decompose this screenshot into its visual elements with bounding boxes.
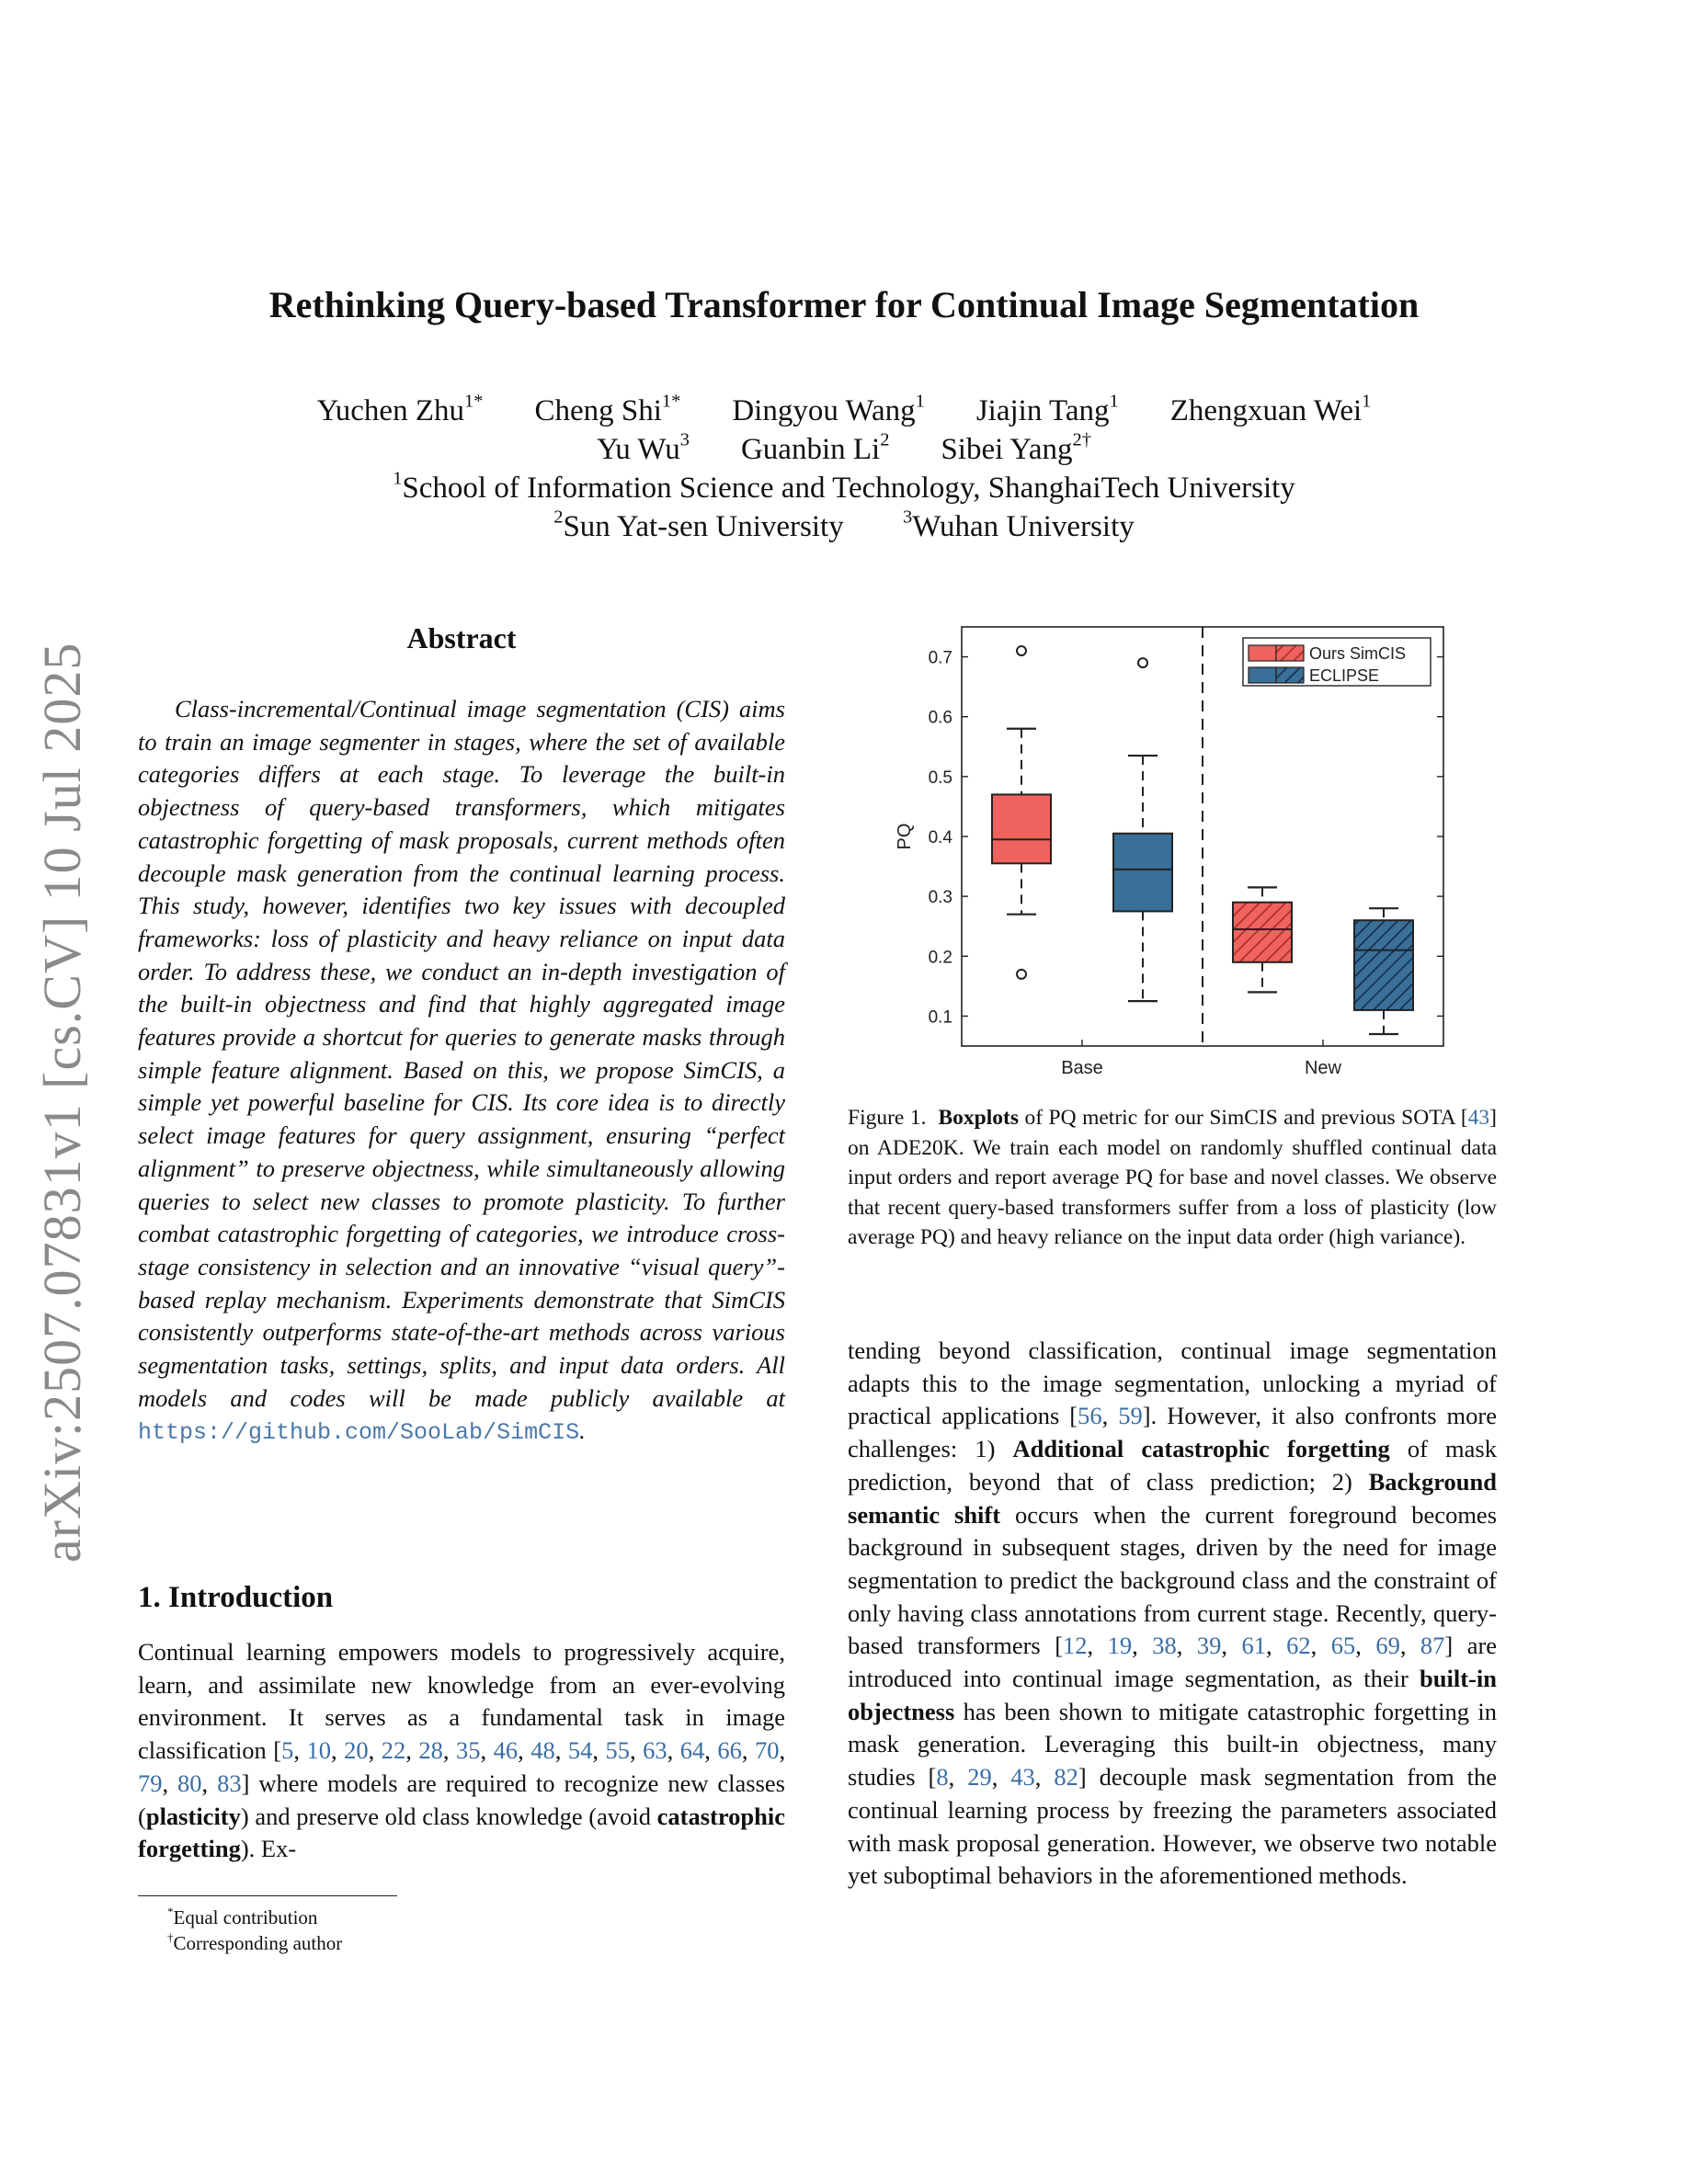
emphasis-catastrophic-forgetting: catastrophic forgetting (138, 1802, 785, 1863)
intro-text: ] where models are required to recognize new classes ( (138, 1769, 785, 1830)
paper-title: Rethinking Query-based Transformer for Continual Image Segmentation (268, 284, 1420, 325)
footnote-equal-contribution: *Equal contribution (167, 1904, 318, 1928)
figure-1-boxplot (883, 616, 1453, 1094)
author-name: Sibei Yang$^{2\dagger}$ (941, 429, 1091, 466)
citation-link[interactable]: 12 (1063, 1632, 1088, 1660)
citation-link[interactable]: 20 (344, 1736, 369, 1765)
author-name: Yu Wu$^3$ (597, 429, 690, 466)
caption-bold: Boxplots (938, 1106, 1019, 1130)
footnote-corresponding-author: †Corresponding author (167, 1929, 343, 1954)
citation-link[interactable]: 82 (1054, 1763, 1078, 1792)
citation-list: 8, 29, 43, 82 (936, 1763, 1078, 1792)
footnote-divider (138, 1895, 397, 1896)
y-tick-label: 0.6 (928, 708, 952, 728)
citation-link[interactable]: 80 (177, 1769, 202, 1797)
intro-text: ). Ex- (240, 1835, 297, 1863)
citation-list: 56, 59 (1078, 1402, 1143, 1430)
citation-link[interactable]: 43 (1010, 1763, 1035, 1792)
box-new-simcis (1233, 903, 1292, 962)
citation-link[interactable]: 66 (717, 1736, 742, 1765)
box-base-eclipse (1113, 834, 1172, 912)
emphasis-additional-forgetting: Additional catastrophic forgetting (1012, 1435, 1390, 1463)
footnotes (167, 1905, 342, 1956)
legend-swatch-hatched (1276, 667, 1304, 683)
author-name: Dingyou Wang$^1$ (732, 391, 925, 427)
citation-link[interactable]: 35 (456, 1736, 481, 1765)
citation-link[interactable]: 59 (1118, 1402, 1143, 1430)
affiliation-text: Wuhan University (912, 510, 1135, 543)
x-tick-label: New (1304, 1058, 1342, 1078)
right-column-paragraph: tending beyond classification, continual image segmentation adapts this to the image segmentation, unlocking a myriad of practical applications [56, 59]. However, it also confronts more challenges: 1) Additional catastrophic forgetting of mask prediction, beyond that of class prediction; 2) Background semantic shift occurs when the current foreground becomes background in subsequent stages, driven by the need for image segmentation to predict the background class and the constraint of only having class annotations from current stage. Recently, query-based transformers [12, 19, 38, 39, 61, 62, 65, 69, 87] are introduced into continual image segmentation, as their built-in objectness has been shown to mitigate catastrophic forgetting in mask generation. Leveraging this built-in objectness, many studies [8, 29, 43, 82] decouple mask segmentation from the continual learning process by freezing the parameters associated with mask proposal generation. However, we observe two notable yet suboptimal behaviors in the aforementioned methods. (848, 1337, 1498, 1890)
citation-link[interactable]: 64 (679, 1736, 705, 1765)
figure-1-caption (848, 1103, 1497, 1253)
caption-text: ] on ADE20K. We train each model on randomly shuffled continual data input orders and report average PQ for base and novel classes. We observe that recent query-based transformers suffer from a loss of plasticity (low average PQ) and heavy reliance on the input data order (high variance). (848, 1106, 1497, 1249)
affiliation-sup: 1 (393, 468, 403, 489)
legend-swatch-solid (1249, 645, 1276, 661)
citation-link[interactable]: 8 (936, 1763, 949, 1792)
legend-label: ECLIPSE (1309, 666, 1380, 685)
affiliation-line1 (0, 469, 1688, 507)
citation-link[interactable]: 54 (567, 1736, 593, 1765)
citation-list: 5, 10, 20, 22, 28, 35, 46, 48, 54, 55, 63, 64, 66, 70, 79, 80, 83 (138, 1736, 786, 1797)
author-name: Zhengxuan Wei$^1$ (1169, 391, 1372, 427)
citation-link[interactable]: 79 (138, 1769, 163, 1797)
arxiv-identifier: arXiv:2507.07831v1 [cs.CV] 10 Jul 2025 (32, 642, 92, 1563)
citation-link[interactable]: 55 (605, 1736, 631, 1765)
intro-paragraph (138, 1636, 785, 1866)
citation-link[interactable]: 70 (755, 1736, 780, 1765)
abstract-heading: Abstract (406, 621, 517, 654)
y-tick-label: 0.3 (928, 888, 952, 908)
citation-link[interactable]: 69 (1375, 1632, 1400, 1660)
citation-link[interactable]: 22 (381, 1736, 406, 1765)
emphasis-built-in-objectness: built-in objectness (848, 1665, 1497, 1725)
citation-link[interactable]: 63 (643, 1736, 667, 1765)
citation-link[interactable]: 39 (1196, 1632, 1222, 1660)
box-outlier (1017, 970, 1026, 979)
y-tick-label: 0.4 (928, 828, 952, 847)
author-name: Yuchen Zhu$^{1*}$ (316, 391, 484, 427)
box-new-eclipse (1354, 920, 1413, 1010)
author-name: Guanbin Li$^2$ (740, 429, 890, 466)
legend-swatch-solid (1249, 667, 1276, 683)
emphasis-background-shift: Background semantic shift (848, 1467, 1497, 1529)
citation-link[interactable]: 56 (1078, 1402, 1102, 1430)
abstract-text: Class-incremental/Continual image segmentation (CIS) aims to train an image segmenter in stages, where the set of available categories differs at each stage. To leverage the built-in objectness of query-based transformers, which mitigates catastrophic forgetting of mask proposals, current methods often decouple mask generation from the continual learning process. This study, however, identifies two key issues with decoupled frameworks: loss of plasticity and heavy reliance on input data order. To address these, we conduct an in-depth investigation of the built-in objectness and find that highly aggregated image features provide a shortcut for queries to generate masks through simple feature alignment. Based on this, we propose SimCIS, a simple yet powerful baseline for CIS. Its core idea is to directly select image features for query assignment, ensuring “perfect alignment” to preserve objectness, while simultaneously allowing queries to select new classes to promote plasticity. To further combat catastrophic forgetting of categories, we introduce cross-stage consistency in selection and an innovative “visual query”-based replay mechanism. Experiments demonstrate that SimCIS consistently outperforms state-of-the-art methods across various segmentation tasks, settings, splits, and input data orders. All models and codes will be made publicly available at (138, 695, 785, 1412)
y-axis-label: PQ (895, 823, 915, 850)
legend-swatch-hatched (1276, 645, 1304, 661)
citation-link[interactable]: 87 (1420, 1632, 1445, 1660)
citation-link[interactable]: 43 (1467, 1106, 1490, 1130)
affiliation-sup: 2 (553, 506, 564, 528)
citation-link[interactable]: 10 (306, 1736, 332, 1765)
section-heading-introduction: 1. Introduction (138, 1581, 334, 1614)
box-base-simcis (992, 794, 1051, 863)
affiliation-text: School of Information Science and Technology, ShanghaiTech University (402, 472, 1295, 505)
citation-link[interactable]: 5 (281, 1736, 294, 1765)
caption-text: of PQ metric for our SimCIS and previous SOTA [ (1018, 1106, 1468, 1130)
citation-link[interactable]: 19 (1107, 1632, 1133, 1660)
citation-link[interactable]: 38 (1152, 1632, 1177, 1660)
affiliation-line2 (0, 507, 1688, 546)
y-tick-label: 0.5 (928, 768, 952, 788)
citation-link[interactable]: 48 (530, 1736, 555, 1765)
citation-link[interactable]: 62 (1286, 1632, 1311, 1660)
author-name: Jiajin Tang$^1$ (975, 391, 1119, 427)
citation-link[interactable]: 65 (1330, 1632, 1356, 1660)
legend-label: Ours SimCIS (1309, 644, 1407, 663)
y-tick-label: 0.1 (928, 1007, 952, 1028)
y-tick-label: 0.2 (928, 948, 952, 968)
citation-list: 12, 19, 38, 39, 61, 62, 65, 69, 87 (1063, 1632, 1445, 1660)
intro-text: Continual learning empowers models to progressively acquire, learn, and assimilate new knowledge from an ever-evolving environment. It serves as a fundamental task in image classification [ (138, 1638, 785, 1765)
emphasis-plasticity: plasticity (145, 1802, 241, 1830)
x-tick-label: Base (1061, 1058, 1103, 1078)
box-outlier (1138, 658, 1147, 667)
caption-label: Figure 1. (848, 1106, 927, 1130)
box-outlier (1017, 646, 1026, 655)
author-list-line2 (0, 430, 1688, 469)
affiliation-sup: 3 (902, 506, 913, 528)
author-name: Cheng Shi$^{1*}$ (534, 391, 681, 427)
y-tick-label: 0.7 (928, 648, 952, 668)
citation-link[interactable]: 29 (967, 1763, 992, 1792)
citation-link[interactable]: 61 (1241, 1632, 1266, 1660)
code-link[interactable]: https://github.com/SooLab/SimCIS (138, 1419, 580, 1447)
author-list-line1 (0, 392, 1688, 430)
intro-text: ) and preserve old class knowledge (avoid (240, 1802, 657, 1830)
citation-link[interactable]: 28 (418, 1736, 443, 1765)
affiliation-text: Sun Yat-sen University (563, 510, 844, 543)
citation-link[interactable]: 46 (493, 1736, 519, 1765)
abstract-body: Class-incremental/Continual image segmentation (CIS) aims to train an image segmenter in stages, where the set of available categories differs at each stage. To leverage the built-in objectness of query-based transformers, which mitigates catastrophic forgetting of mask proposals, current methods often decouple mask generation from the continual learning process. This study, however, identifies two key issues with decoupled frameworks: loss of plasticity and heavy reliance on input data order. To address these, we conduct an in-depth investigation of the built-in objectness and find that highly aggregated image features provide a shortcut for queries to generate masks through simple feature alignment. Based on this, we propose SimCIS, a simple yet powerful baseline for CIS. Its core idea is to directly select image features for query assignment, ensuring “perfect alignment” to preserve objectness, while simultaneously allowing queries to select new classes to promote plasticity. To further combat catastrophic forgetting of categories, we introduce cross-stage consistency in selection and an innovative “visual query”-based replay mechanism. Experiments demonstrate that SimCIS consistently outperforms state-of-the-art methods across various segmentation tasks, settings, splits, and input data orders. All models and codes will be made publicly available at https://github.com/SooLab/SimCIS. (138, 695, 785, 1447)
citation-link[interactable]: 83 (217, 1769, 242, 1797)
